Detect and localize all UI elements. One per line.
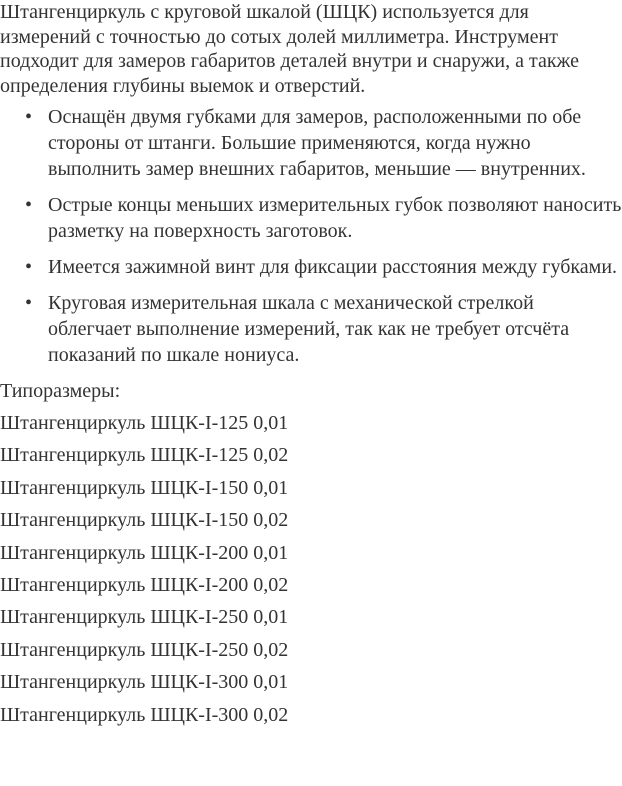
bullet-icon: •	[25, 256, 33, 278]
bullet-icon: •	[25, 194, 33, 216]
bullet-icon: •	[25, 292, 33, 314]
feature-text: Острые концы меньших измерительных губок позволяют наносить разметку на поверхность заготовок.	[48, 194, 622, 242]
size-item: Штангенциркуль ШЦК-I-250 0,01	[0, 606, 289, 629]
feature-text: Круговая измерительная шкала с механической стрелкой облегчает выполнение измерений, так как не требует отсчёта показаний по шкале нониуса.	[48, 292, 570, 366]
size-item: Штангенциркуль ШЦК-I-300 0,02	[0, 703, 289, 726]
intro-paragraph: Штангенциркуль с круговой шкалой (ШЦК) используется для измерений с точностью до сотых долей миллиметра. Инструмент подходит для замеров габаритов деталей внутри и снаружи, а также определения глубины выемок и отверстий.	[0, 1, 579, 97]
size-item: Штангенциркуль ШЦК-I-200 0,01	[0, 541, 289, 564]
feature-text: Имеется зажимной винт для фиксации расстояния между губками.	[48, 256, 618, 278]
size-item: Штангенциркуль ШЦК-I-200 0,02	[0, 573, 289, 596]
size-item: Штангенциркуль ШЦК-I-125 0,01	[0, 412, 289, 434]
feature-item	[0, 104, 622, 182]
size-item: Штангенциркуль ШЦК-I-150 0,02	[0, 509, 289, 532]
feature-list	[0, 104, 622, 368]
feature-text: Оснащён двумя губками для замеров, расположенными по обе стороны от штанги. Большие применяются, когда нужно выполнить замер внешних габаритов, меньшие — внутренних.	[48, 106, 586, 180]
feature-item	[0, 290, 622, 368]
size-item: Штангенциркуль ШЦК-I-300 0,01	[0, 671, 289, 694]
feature-item	[0, 192, 622, 244]
size-item: Штангенциркуль ШЦК-I-150 0,01	[0, 476, 289, 499]
sizes-heading: Типоразмеры:	[0, 380, 121, 402]
size-item: Штангенциркуль ШЦК-I-125 0,02	[0, 444, 289, 467]
feature-item	[0, 254, 622, 280]
bullet-icon: •	[25, 106, 33, 128]
size-item: Штангенциркуль ШЦК-I-250 0,02	[0, 638, 289, 661]
